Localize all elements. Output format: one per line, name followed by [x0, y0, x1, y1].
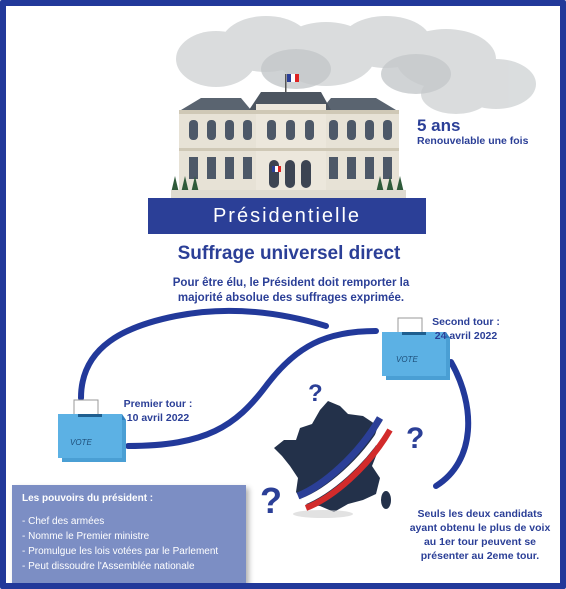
powers-item: - Nomme le Premier ministre: [22, 531, 150, 542]
question-mark-top: ?: [308, 380, 323, 407]
first-round-info: [118, 397, 198, 425]
ballot-box-second-round-label: VOTE: [396, 355, 418, 364]
term-duration: 5 ans: [417, 116, 461, 135]
powers-title: Les pouvoirs du président :: [22, 493, 154, 504]
powers-item: - Peut dissoudre l'Assemblée nationale: [22, 561, 195, 572]
majority-intro-text: Pour être élu, le Président doit remporter la majorité absolue des suffrages exprimée.: [172, 277, 410, 304]
candidates-note: Seuls les deux candidats ayant obtenu le plus de voix au 1er tour peuvent se présenter au 2eme tour.: [409, 508, 551, 562]
president-powers-box: [12, 485, 246, 589]
question-mark-right: ?: [406, 422, 425, 455]
election-banner: Présidentielle: [148, 198, 426, 234]
powers-item: - Chef des armées: [22, 516, 105, 527]
second-round-label: Second tour :: [432, 316, 500, 328]
suffrage-heading: Suffrage universel direct: [177, 243, 401, 264]
second-round-info: [426, 315, 506, 343]
powers-list: [22, 514, 236, 574]
second-round-date: 24 avril 2022: [434, 330, 498, 342]
france-map-illustration: [268, 396, 398, 521]
powers-item: - Promulgue les lois votées par le Parlement: [22, 546, 219, 557]
first-round-label: Premier tour :: [123, 398, 193, 410]
term-renewal: Renouvelable une fois: [417, 135, 529, 147]
ballot-box-first-round-label: VOTE: [70, 438, 92, 447]
first-round-date: 10 avril 2022: [126, 412, 190, 424]
question-mark-left: ?: [260, 480, 282, 521]
